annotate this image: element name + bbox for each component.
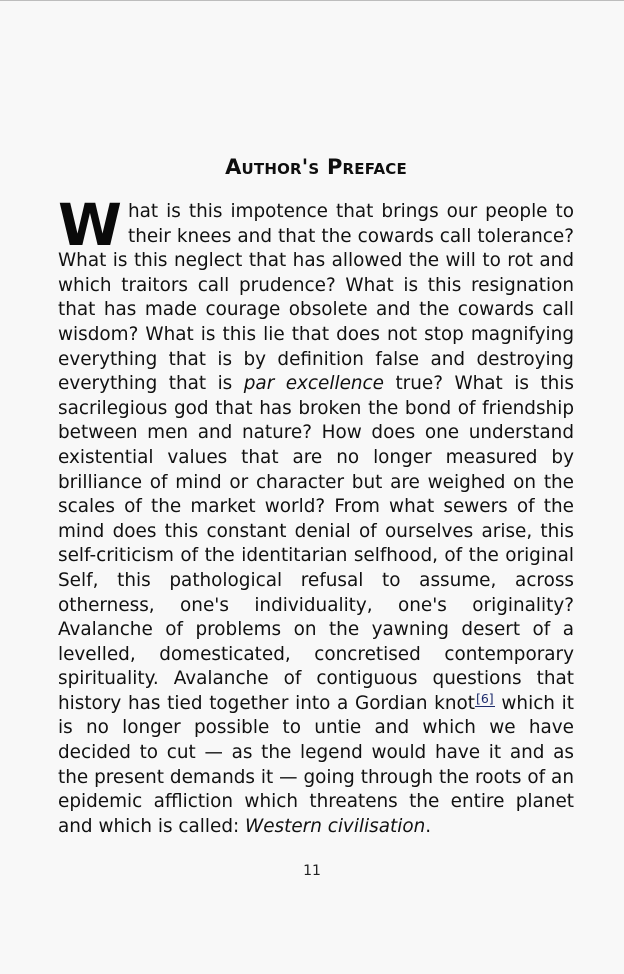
paragraph-text-3: which it is no longer possible to untie and which we have decided to cut — as the legend would have it and as the present demands it — going through the roots of an epidemic affliction which threatens the entire planet and which is called: (58, 692, 574, 837)
page-number: 11 (303, 863, 321, 879)
drop-cap-letter: W (58, 191, 122, 259)
italic-phrase-western-civilisation: Western civilisation (245, 815, 426, 837)
footnote-link[interactable]: [6] (475, 690, 494, 706)
italic-phrase-par-excellence: par excellence (243, 373, 384, 395)
page-top-rule (0, 0, 624, 1)
paragraph-text-1: hat is this impotence that brings our people to their knees and that the cowards call tolerance? What is this neglect that has allowed the will to rot and which traitors call prudence? What is this resignation that has made courage obsolete and the cowards call wisdom? What is this lie that does not stop magnifying everything that is by definition false and destroying everything that is (58, 201, 574, 395)
paragraph-text-2: true? What is this sacrilegious god that has broken the bond of friendship between men and nature? How does one understand existential values that are no longer measured by brilliance of mind or character but are weighed on the scales of the market world? From what sewers of the mind does this constant denial of ourselves arise, this self-criticism of the identitarian selfhood, of the original Self, this pathological refusal to assume, across otherness, one's individuality, one's originality? Avalanche of problems on the yawning desert of a levelled, domesticated, concretised contemporary spirituality. Avalanche of contiguous questions that history has tied together into a Gordian knot (58, 373, 574, 714)
chapter-title: Author's Preface (225, 155, 407, 179)
page-content (58, 152, 574, 839)
paragraph-text-4: . (425, 815, 432, 837)
preface-paragraph (58, 191, 574, 839)
